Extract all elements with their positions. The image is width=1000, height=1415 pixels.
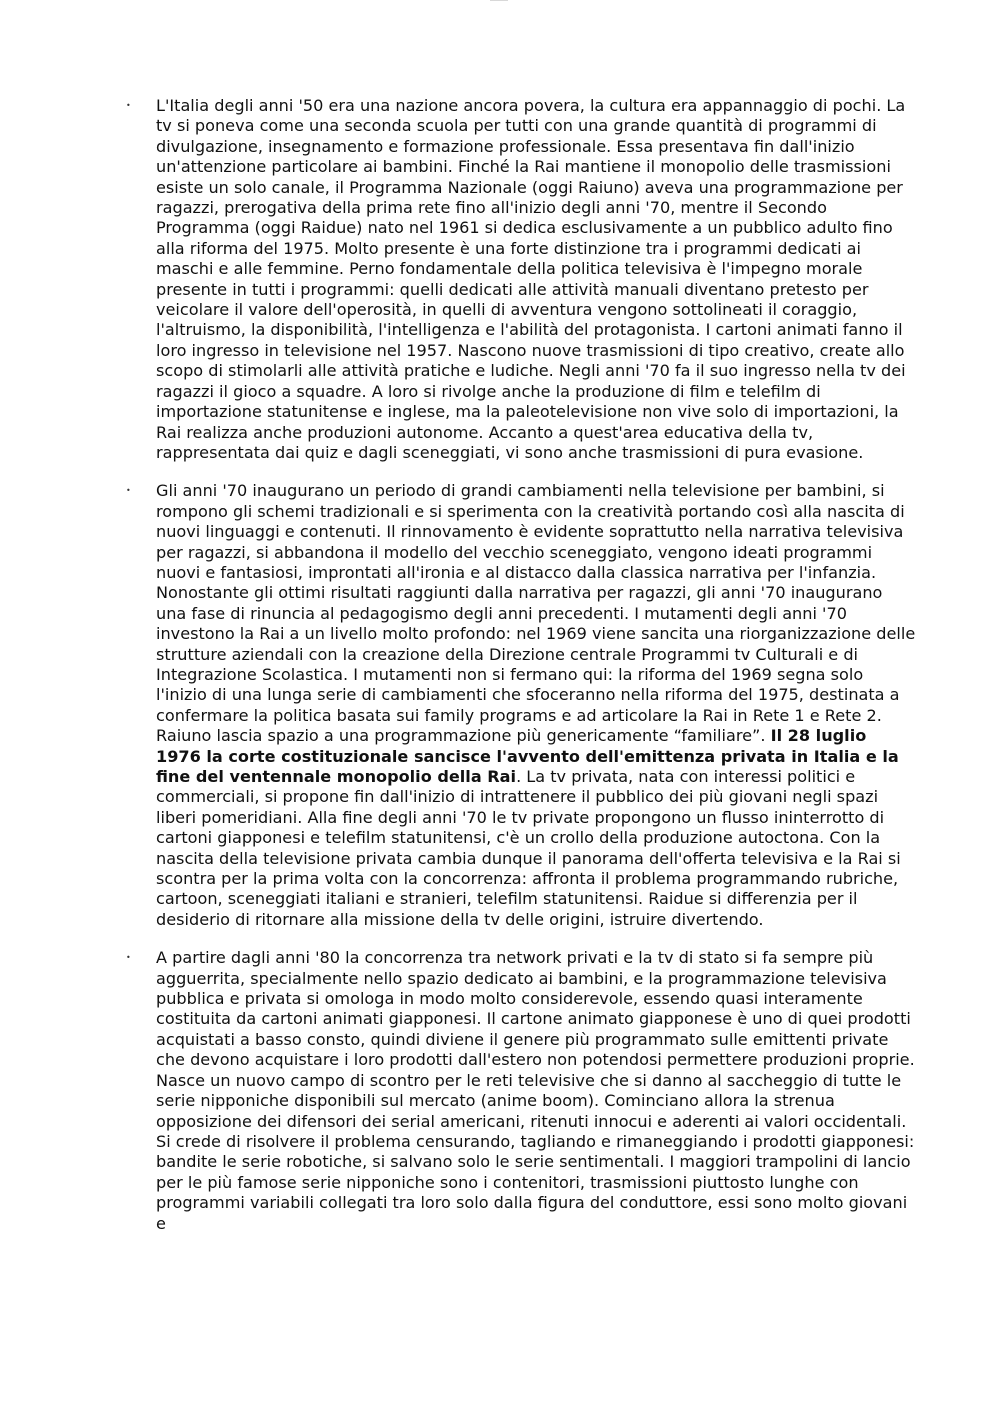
- paragraph-text: A partire dagli anni '80 la concorrenza tra network privati e la tv di stato si fa sempre più agguerrita, specialmente nello spazio dedicato ai bambini, e la programmazione televisiva pubblica e privata si omologa in modo molto considerevole, essendo quasi interamente costituita da cartoni animati giapponesi. Il cartone animato giapponese è uno di quei prodotti acquistati a basso consto, quindi diviene il genere più programmato sulle emittenti private che devono acquistare i loro prodotti dall'estero non potendosi permettere produzioni proprie. Nasce un nuovo campo di scontro per le reti televisive che si danno al saccheggio di tutte le serie nipponiche disponibili sul mercato (anime boom). Cominciano allora la strenua opposizione dei difensori dei serial americani, ritenuti innocui e aderenti ai valori occidentali. Si crede di risolvere il problema censurando, tagliando e rimaneggiando i prodotti giapponesi: bandite le serie robotiche, si salvano solo le serie sentimentali. I maggiori trampolini di lancio per le più famose serie nipponiche sono i contenitori, trasmissioni piuttosto lunghe con programmi variabili collegati tra loro solo dalla figura del conduttore, essi sono molto giovani e: [156, 948, 915, 1233]
- paragraph-text: Gli anni '70 inaugurano un periodo di grandi cambiamenti nella televisione per bambini, si rompono gli schemi tradizionali e si sperimenta con la creatività portando così alla nascita di nuovi linguaggi e contenuti. Il rinnovamento è evidente soprattutto nella narrativa televisiva per ragazzi, si abbandona il modello del vecchio sceneggiato, vengono ideati programmi nuovi e fantasiosi, improntati all'ironia e al distacco dalla classica narrativa per l'infanzia. Nonostante gli ottimi risultati raggiunti dalla narrativa per ragazzi, gli anni '70 inaugurano una fase di rinuncia al pedagogismo degli anni precedenti. I mutamenti degli anni '70 investono la Rai a un livello molto profondo: nel 1969 viene sancita una riorganizzazione delle strutture aziendali con la creazione della Direzione centrale Programmi tv Culturali e di Integrazione Scolastica. I mutamenti non si fermano qui: la riforma del 1969 segna solo l'inizio di una lunga serie di cambiamenti che sfoceranno nella riforma del 1975, destinata a confermare la politica basata sui family programs e ad articolare la Rai in Rete 1 e Rete 2. Raiuno lascia spazio a una programmazione più genericamente “familiare”.: [156, 481, 916, 746]
- list-item: [0, 96, 1000, 463]
- paragraph-text: L'Italia degli anni '50 era una nazione ancora povera, la cultura era appannaggio di pochi. La tv si poneva come una seconda scuola per tutti con una grande quantità di programmi di divulgazione, insegnamento e formazione professionale. Essa presentava fin dall'inizio un'attenzione particolare ai bambini. Finché la Rai mantiene il monopolio delle trasmissioni esiste un solo canale, il Programma Nazionale (oggi Raiuno) aveva una programmazione per ragazzi, prerogativa della prima rete fino all'inizio degli anni '70, mentre il Secondo Programma (oggi Raidue) nato nel 1961 si dedica esclusivamente a un pubblico adulto fino alla riforma del 1975. Molto presente è una forte distinzione tra i programmi dedicati ai maschi e alle femmine. Perno fondamentale della politica televisiva è l'impegno morale presente in tutti i programmi: quelli dedicati alle attività manuali diventano pretesto per veicolare il valore dell'operosità, in quelli di avventura vengono sottolineati il coraggio, l'altruismo, la disponibilità, l'intelligenza e l'abilità del protagonista. I cartoni animati fanno il loro ingresso in televisione nel 1957. Nascono nuove trasmissioni di tipo creativo, create allo scopo di stimolarli alle attività pratiche e ludiche. Negli anni '70 fa il suo ingresso nella tv dei ragazzi il gioco a squadre. A loro si rivolge anche la produzione di film e telefilm di importazione statunitense e inglese, ma la paleotelevisione non vive solo di importazioni, la Rai realizza anche produzioni autonome. Accanto a quest'area educativa della tv, rappresentata dai quiz e dagli sceneggiati, vi sono anche trasmissioni di pura evasione.: [156, 96, 906, 462]
- paragraph-3: [156, 948, 916, 1234]
- document-body: [0, 96, 1000, 1252]
- bullet-icon: •: [126, 953, 131, 963]
- bullet-icon: •: [126, 101, 131, 110]
- paragraph-1: [156, 96, 916, 463]
- paragraph-text-after: . La tv privata, nata con interessi politici e commerciali, si propone fin dall'inizio di intrattenere il pubblico dei più giovani negli spazi liberi pomeridiani. Alla fine degli anni '70 le tv private propongono un flusso ininterrotto di cartoni giapponesi e telefilm statunitensi, c'è un crollo della produzione autoctona. Con la nascita della televisione privata cambia dunque il panorama dell'offerta televisiva e la Rai si scontra per la prima volta con la concorrenza: affronta il problema programmando rubriche, cartoon, sceneggiati italiani e stranieri, telefilm statunitensi. Raidue si differenzia per il desiderio di ritornare alla missione della tv delle origini, istruire divertendo.: [156, 767, 901, 929]
- paragraph-bold-text: Il 28 luglio 1976 la corte costituzionale sancisce l'avvento dell'emittenza privata in Italia e la fine del ventennale monopolio della Rai: [156, 726, 899, 786]
- paragraph-2: [156, 481, 916, 930]
- bullet-icon: •: [126, 486, 131, 496]
- header-mark: [490, 0, 508, 4]
- list-item: [0, 481, 1000, 930]
- list-item: [0, 948, 1000, 1234]
